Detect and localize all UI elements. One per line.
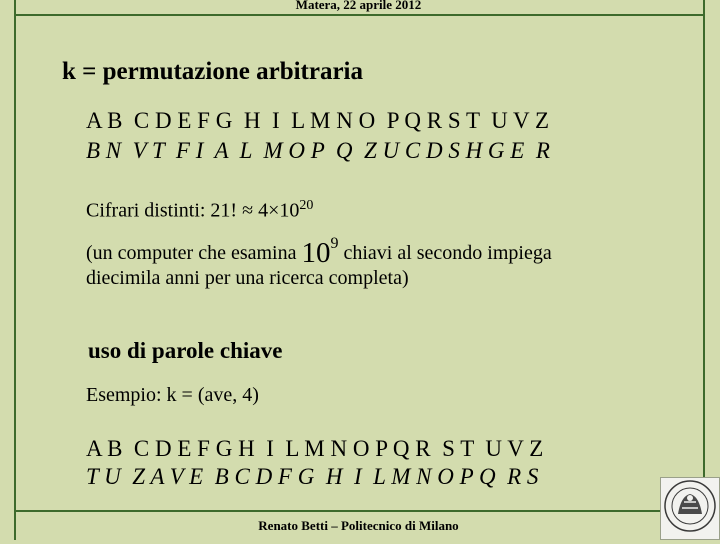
note-suffix: chiavi al secondo impiega	[338, 242, 552, 264]
left-frame	[0, 0, 16, 540]
section-title: uso di parole chiave	[88, 338, 283, 363]
note-exponent: 9	[330, 235, 339, 252]
cipher-count-text: Cifrari distinti: 21! ≈ 4×10	[86, 199, 300, 222]
computation-note	[86, 235, 552, 270]
cipher-alphabet: B N V T F I A L M O P Q Z U C D S H G E R	[86, 138, 550, 163]
university-seal-icon	[660, 477, 720, 540]
example-cipher-alphabet: T U Z A V E B C D F G H I L M N O P Q R S	[86, 464, 539, 489]
header-date: Matera, 22 aprile 2012	[295, 0, 422, 12]
cipher-count	[86, 198, 313, 223]
note-power	[301, 237, 338, 269]
right-frame	[703, 0, 720, 540]
example-plain-alphabet: A B C D E F G H I L M N O P Q R S T U V Z	[86, 436, 544, 461]
note-base: 10	[301, 237, 331, 269]
slide-title: k = permutazione arbitraria	[62, 58, 364, 85]
header-bar	[14, 0, 703, 16]
cipher-count-exponent: 20	[299, 198, 314, 213]
footer-bar	[14, 510, 703, 542]
plain-alphabet: A B C D E F G H I L M N O P Q R S T U V Z	[86, 108, 550, 133]
example-label: Esempio: k = (ave, 4)	[86, 384, 259, 406]
footer-author: Renato Betti – Politecnico di Milano	[258, 518, 459, 533]
note-prefix: (un computer che esamina	[86, 242, 302, 264]
computation-note-line2: diecimila anni per una ricerca completa)	[86, 267, 409, 289]
